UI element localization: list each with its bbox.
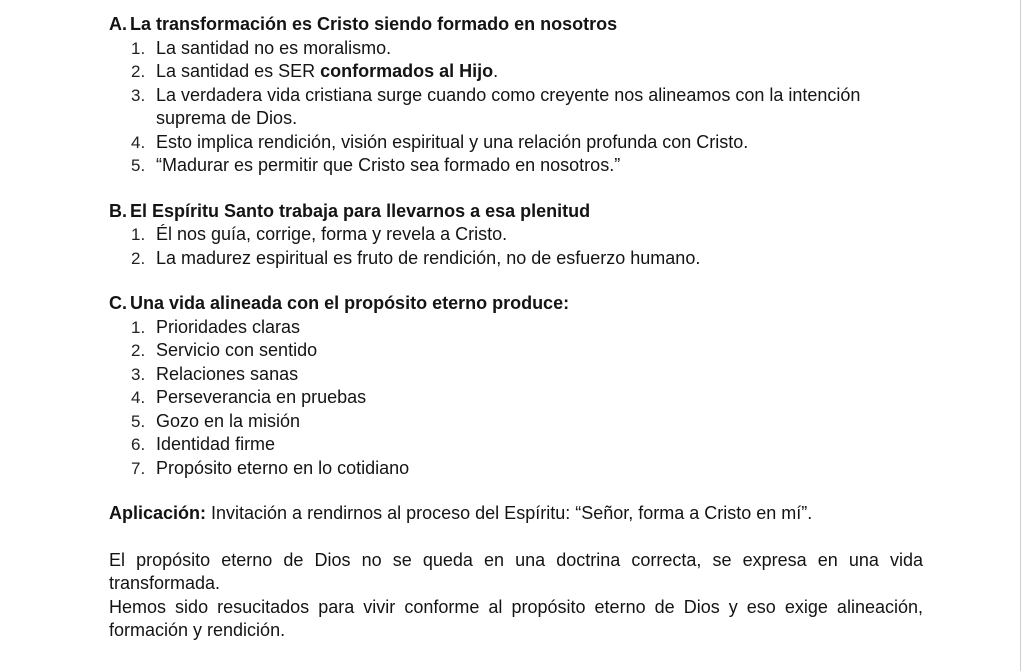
list-item: [109, 386, 923, 410]
list-item-number: 1.: [131, 317, 146, 337]
list-item: [109, 154, 923, 178]
spacer: [109, 526, 923, 549]
list-item-text: “Madurar es permitir que Cristo sea formado en nosotros.”: [156, 155, 621, 175]
section-a-letter: A.: [109, 14, 127, 34]
list-item-text: [156, 60, 923, 84]
section-b-list: [109, 223, 923, 270]
list-item-text: Él nos guía, corrige, forma y revela a Cristo.: [156, 224, 508, 244]
list-item-number: 1.: [131, 225, 146, 244]
section-b-heading: [109, 200, 923, 224]
list-item-text: La santidad no es moralismo.: [156, 37, 392, 58]
spacer: [109, 178, 923, 200]
list-item-text-bold: conformados al Hijo: [320, 61, 494, 81]
spacer: [109, 480, 923, 502]
list-item-text: Esto implica rendición, visión espiritual y una relación profunda con Cristo.: [156, 131, 749, 152]
list-item: [109, 410, 923, 434]
section-c-heading: [109, 292, 923, 316]
list-item: [109, 339, 923, 363]
section-a-heading: [109, 13, 923, 37]
list-item: [109, 457, 923, 481]
list-item: [109, 223, 923, 247]
list-item-text: Servicio con sentido: [156, 340, 318, 360]
list-item-number: 3.: [131, 364, 146, 384]
list-item: [109, 433, 923, 457]
list-item: [109, 84, 923, 131]
list-item-number: 1.: [131, 38, 146, 58]
section-c-letter: C.: [109, 293, 127, 313]
document-content: [109, 13, 923, 643]
section-a-list: [109, 37, 923, 178]
list-item-text: La verdadera vida cristiana surge cuando como creyente nos alineamos con la intención suprema de Dios.: [156, 84, 861, 128]
section-b-title: El Espíritu Santo trabaja para llevarnos a esa plenitud: [130, 200, 591, 221]
list-item-number: 2.: [131, 62, 146, 81]
list-item-text: Prioridades claras: [156, 316, 301, 337]
application-text: Invitación a rendirnos al proceso del Espíritu: “Señor, forma a Cristo en mí”.: [206, 503, 813, 523]
list-item-number: 6.: [131, 435, 146, 454]
closing-paragraph-1: El propósito eterno de Dios no se queda en una doctrina correcta, se expresa en una vida transformada.: [109, 549, 923, 593]
list-item-text: Relaciones sanas: [156, 363, 299, 384]
list-item: [109, 247, 923, 271]
section-b-letter: B.: [109, 200, 127, 221]
list-item-text: Propósito eterno en lo cotidiano: [156, 457, 410, 478]
closing-paragraph-2: Hemos sido resucitados para vivir conforme al propósito eterno de Dios y eso exige alineación, formación y rendición.: [109, 596, 923, 640]
page-edge-divider: [1020, 0, 1021, 671]
list-item-number: 2.: [131, 248, 146, 268]
list-item-number: 5.: [131, 411, 146, 431]
list-item: [109, 60, 923, 84]
list-item-number: 4.: [131, 132, 146, 152]
spacer: [109, 270, 923, 292]
list-item: [109, 363, 923, 387]
list-item-number: 7.: [131, 458, 146, 478]
list-item-text: Perseverancia en pruebas: [156, 387, 367, 407]
list-item-number: 3.: [131, 85, 146, 105]
application-paragraph: [109, 502, 923, 526]
section-a-title: La transformación es Cristo siendo formado en nosotros: [130, 14, 618, 34]
application-label: Aplicación:: [109, 503, 207, 523]
section-c-title: Una vida alineada con el propósito eterno produce:: [130, 293, 570, 313]
list-item-text: Identidad firme: [156, 434, 276, 454]
section-c-list: [109, 316, 923, 481]
list-item-number: 4.: [131, 388, 146, 407]
list-item-text: La madurez espiritual es fruto de rendición, no de esfuerzo humano.: [156, 247, 701, 268]
list-item: [109, 37, 923, 61]
list-item-text-post: .: [493, 61, 499, 81]
list-item-number: 5.: [131, 156, 146, 175]
list-item: [109, 131, 923, 155]
list-item-text: Gozo en la misión: [156, 410, 301, 431]
list-item-number: 2.: [131, 341, 146, 360]
list-item-text-pre: La santidad es SER: [156, 61, 321, 81]
list-item: [109, 316, 923, 340]
